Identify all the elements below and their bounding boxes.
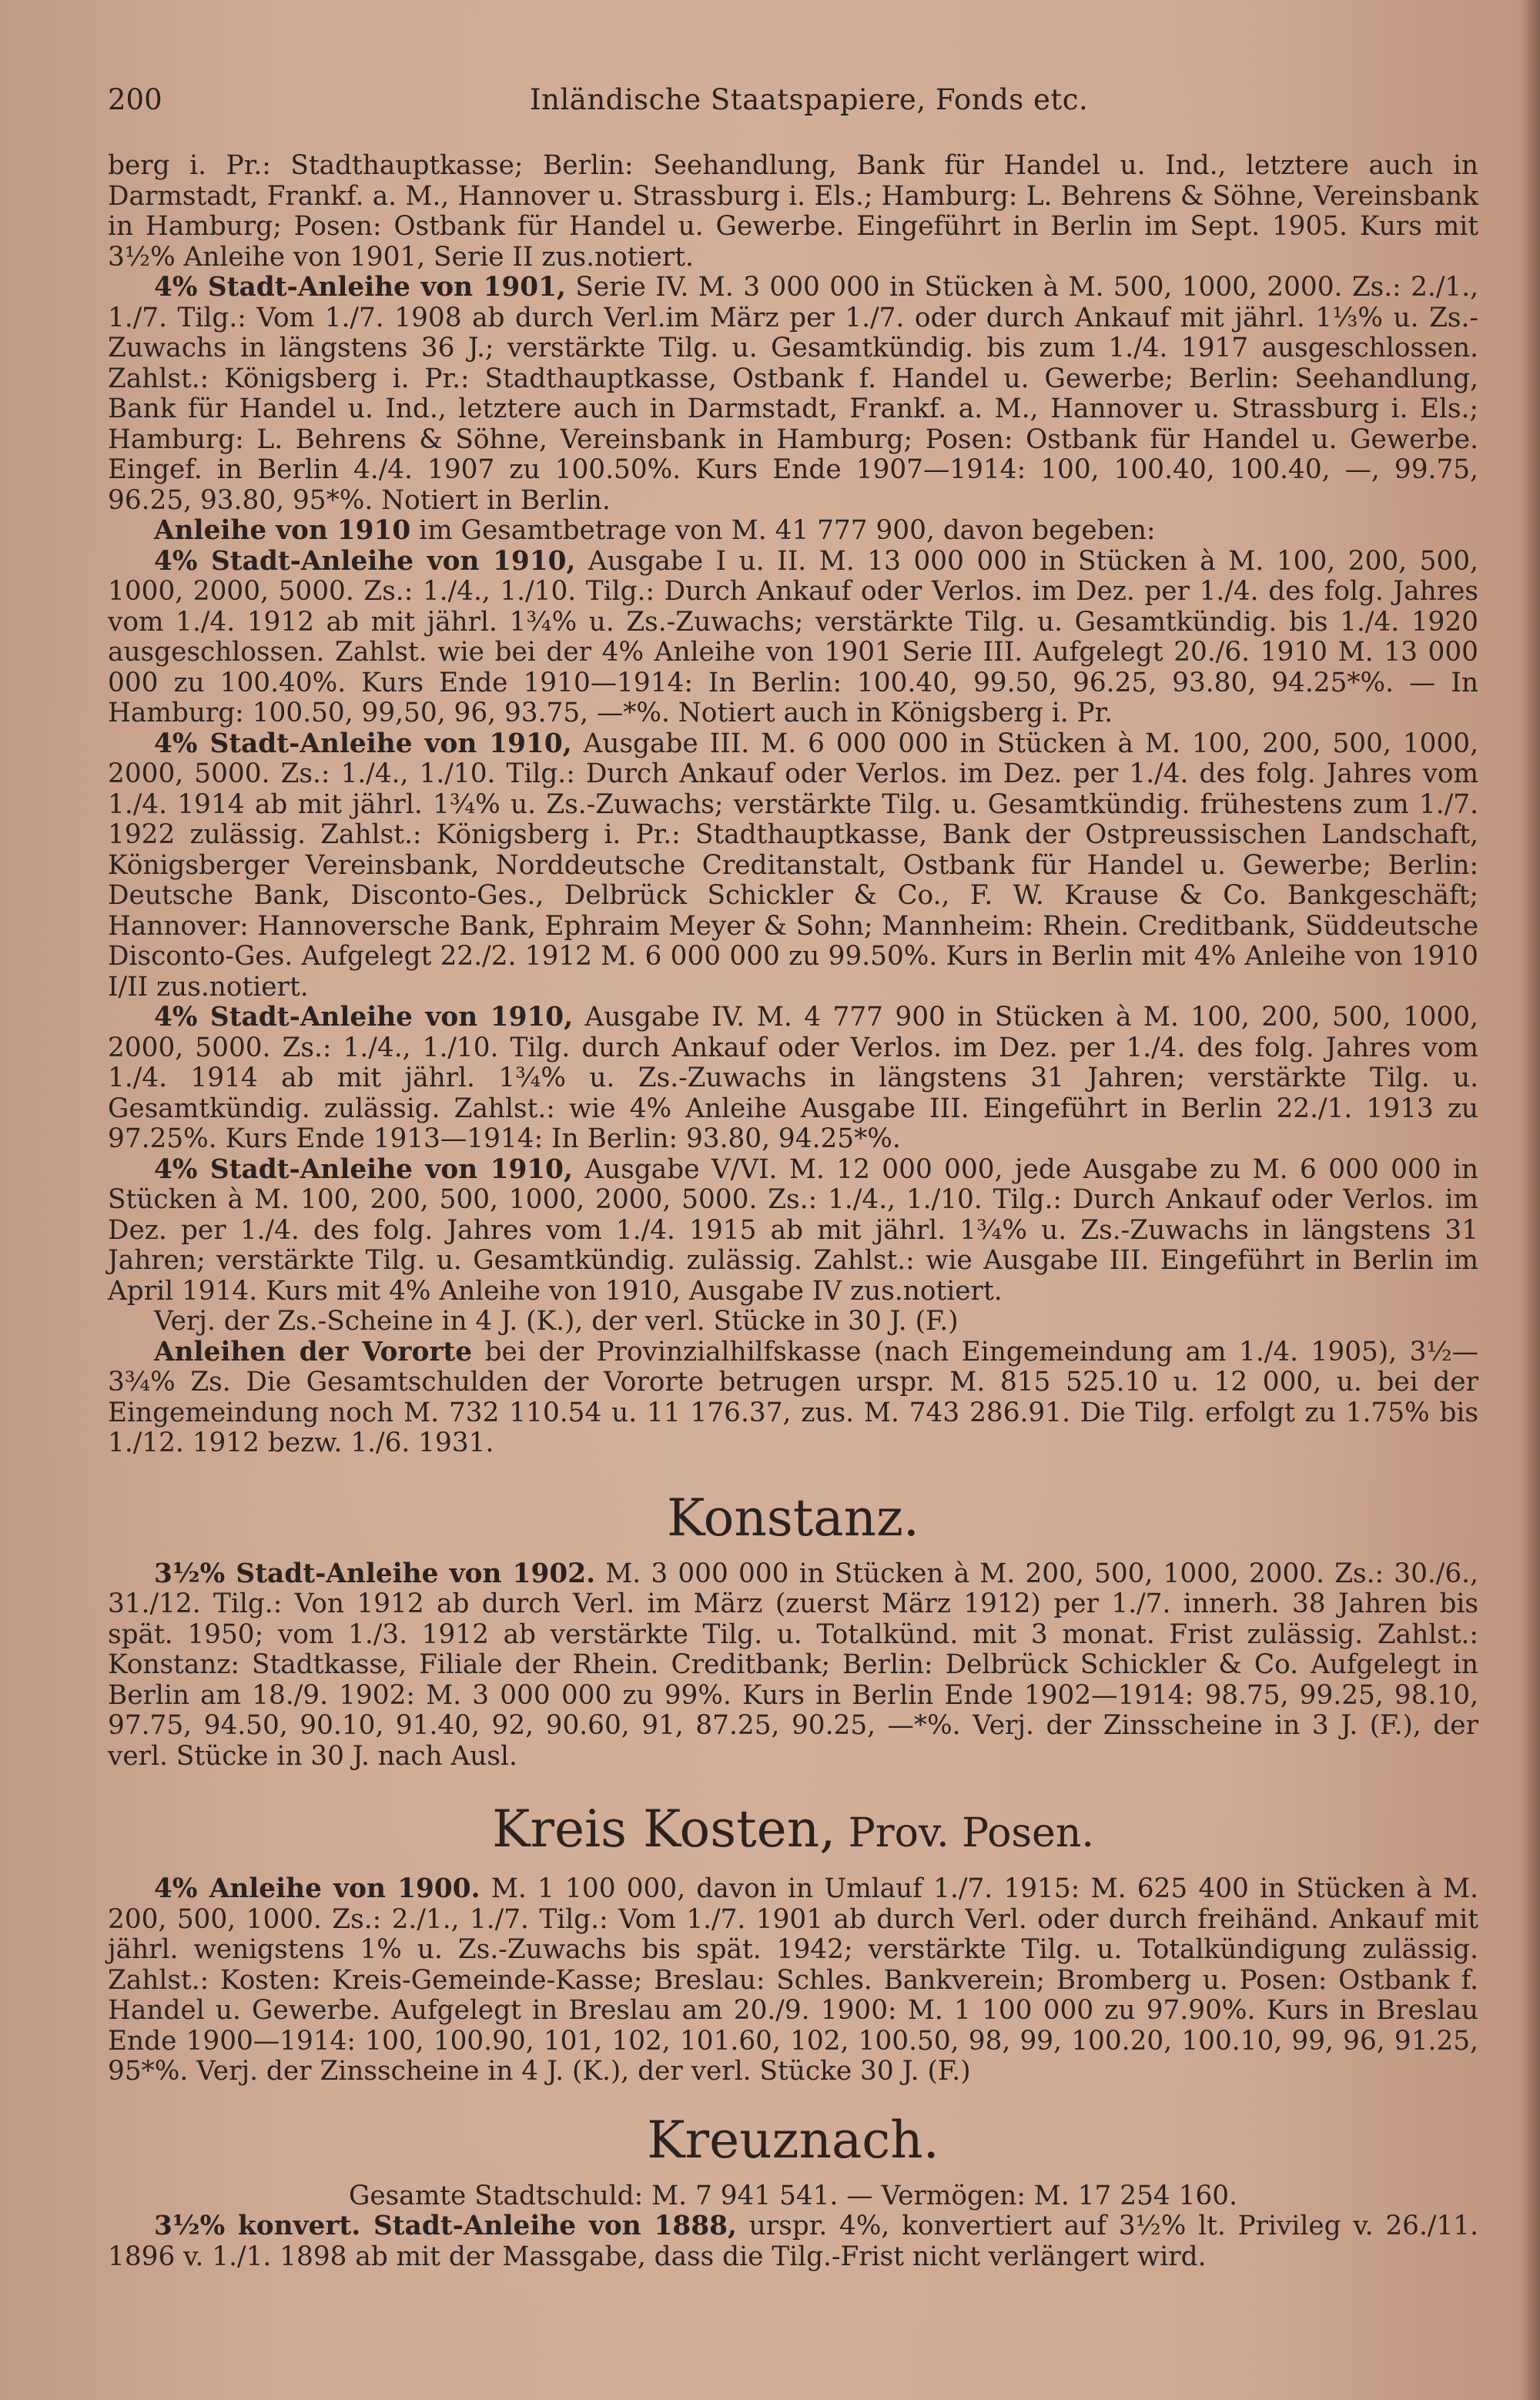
entry-text: Ausgabe III. M. 6 000 000 in Stücken à M. 100, 200, 500, 1000, 2000, 5000. Zs.: 1./4., 1./10. Tilg.: Durch Ankauf oder Verlos. im Dez. per 1./4. des folg. Jahres vom 1./4. 1914 ab mit jährl. 1¾% u. Zs.-Zuwachs; verstärkte Tilg. u. Gesamtkündig. frühestens zum 1./7. 1922 zulässig. Zahlst.: Königsberg i. Pr.: Stadthauptkasse, Bank der Ostpreussischen Landschaft, Königsberger Vereinsbank, Norddeutsche Creditanstalt, Ostbank für Handel u. Gewerbe; Berlin: Deutsche Bank, Disconto-Ges., Delbrück Schickler & Co., F. W. Krause & Co. Bankgeschäft; Hannover: Hannoversche Bank, Ephraim Meyer & Sohn; Mannheim: Rhein. Creditbank, Süddeutsche Disconto-Ges. Aufgelegt 22./2. 1912 M. 6 000 000 zu 99.50%. Kurs in Berlin mit 4% Anleihe von 1910 I/II zus.notiert. bbox=[108, 728, 1478, 1003]
entry-anleihen-vororte bbox=[108, 1337, 1478, 1459]
entry-text: im Gesamtbetrage von M. 41 777 900, davon begeben: bbox=[410, 515, 1156, 546]
entry-anleihe-1910-ausgabe-v-vi bbox=[108, 1155, 1478, 1307]
entry-anleihe-1910-ausgabe-iii bbox=[108, 729, 1478, 1003]
entry-anleihe-1910 bbox=[108, 516, 1478, 547]
page-body bbox=[108, 151, 1478, 2272]
entry-title: 4% Stadt-Anleihe von 1910, bbox=[154, 1153, 573, 1185]
entry-text: Ausgabe I u. II. M. 13 000 000 in Stücken à M. 100, 200, 500, 1000, 2000, 5000. Zs.: 1./4., 1./10. Tilg.: Durch Ankauf oder Verlos. im Dez. per 1./4. des folg. Jahres vom 1./4. 1912 ab mit jährl. 1¾% u. Zs.-Zuwachs; verstärkte Tilg. u. Gesamtkündig. bis 1./4. 1920 ausgeschlossen. Zahlst. wie bei der 4% Anleihe von 1901 Serie III. Aufgelegt 20./6. 1910 M. 13 000 000 zu 100.40%. Kurs Ende 1910—1914: In Berlin: 100.40, 99.50, 96.25, 93.80, 94.25*%. — In Hamburg: 100.50, 99,50, 96, 93.75, —*%. Notiert auch in Königsberg i. Pr. bbox=[108, 545, 1479, 728]
heading-konstanz: Konstanz. bbox=[667, 1488, 919, 1548]
entry-anleihe-1910-ausgabe-i-ii bbox=[108, 547, 1478, 729]
verjaehrung-note: Verj. der Zs.-Scheine in 4 J. (K.), der verl. Stücke in 30 J. (F.) bbox=[154, 1306, 959, 1337]
entry-konstanz-1902 bbox=[108, 1559, 1478, 1772]
heading-sub: Prov. Posen. bbox=[835, 1810, 1094, 1856]
entry-anleihe-1901-serie-iv bbox=[108, 273, 1478, 516]
entry-text: M. 3 000 000 in Stücken à M. 200, 500, 1000, 2000. Zs.: 30./6., 31./12. Tilg.: Von 1912 ab durch Verl. im März (zuerst März 1912) per 1./7. innerh. 38 Jahren bis spät. 1950; vom 1./3. 1912 ab verstärkte Tilg. u. Totalkünd. mit 3 monat. Frist zulässig. Zahlst.: Konstanz: Stadtkasse, Filiale der Rhein. Creditbank; Berlin: Delbrück Schickler & Co. Aufgelegt in Berlin am 18./9. 1902: M. 3 000 000 zu 99%. Kurs in Berlin Ende 1902—1914: 98.75, 99.25, 98.10, 97.75, 94.50, 90.10, 91.40, 92, 90.60, 91, 87.25, 90.25, —*%. Verj. der Zinsscheine in 3 J. (F.), der verl. Stücke in 30 J. nach Ausl. bbox=[108, 1558, 1478, 1772]
entry-anleihe-1910-ausgabe-iv bbox=[108, 1003, 1478, 1155]
entry-text: M. 1 100 000, davon in Umlauf 1./7. 1915: M. 625 400 in Stücken à M. 200, 500, 1000. Zs.: 2./1., 1./7. Tilg.: Vom 1./7. 1901 ab durch Verl. oder durch freihänd. Ankauf mit jährl. wenigstens 1% u. Zs.-Zuwachs bis spät. 1942; verstärkte Tilg. u. Totalkündigung zulässig. Zahlst.: Kosten: Kreis-Gemeinde-Kasse; Breslau: Schles. Bankverein; Bromberg u. Posen: Ostbank f. Handel u. Gewerbe. Aufgelegt in Breslau am 20./9. 1900: M. 1 100 000 zu 97.90%. Kurs in Breslau Ende 1900—1914: 100, 100.90, 101, 102, 101.60, 102, 100.50, 98, 99, 100.20, 100.10, 99, 96, 91.25, 95*%. Verj. der Zinsscheine in 4 J. (K.), der verl. Stücke 30 J. (F.) bbox=[108, 1873, 1478, 2087]
entry-text: Ausgabe IV. M. 4 777 900 in Stücken à M. 100, 200, 500, 1000, 2000, 5000. Zs.: 1./4., 1./10. Tilg. durch Ankauf oder Verlos. im Dez. per 1./4. des folg. Jahres vom 1./4. 1914 ab mit jährl. 1¾% u. Zs.-Zuwachs in längstens 31 Jahren; verstärkte Tilg. u. Gesamtkündig. zulässig. Zahlst.: wie 4% Anleihe Ausgabe III. Eingeführt in Berlin 22./1. 1913 zu 97.25%. Kurs Ende 1913—1914: In Berlin: 93.80, 94.25*%. bbox=[108, 1002, 1478, 1154]
entry-title: 4% Stadt-Anleihe von 1910, bbox=[154, 728, 572, 759]
entry-title: 3½% Stadt-Anleihe von 1902. bbox=[154, 1558, 596, 1589]
heading-kreuznach: Kreuznach. bbox=[647, 2110, 939, 2170]
heading-kreis-kosten bbox=[108, 1795, 1478, 1868]
page-header bbox=[108, 83, 1478, 129]
page-number: 200 bbox=[108, 83, 162, 116]
entry-title: 4% Stadt-Anleihe von 1901, bbox=[154, 272, 566, 303]
entry-title: 4% Stadt-Anleihe von 1910, bbox=[154, 545, 576, 577]
entry-kreuznach-1888 bbox=[108, 2211, 1478, 2272]
entry-title: Anleihe von 1910 bbox=[154, 515, 411, 546]
heading-main: Kreis Kosten, bbox=[492, 1799, 836, 1859]
entry-title: 4% Anleihe von 1900. bbox=[154, 1873, 480, 1904]
entry-text: Ausgabe V/VI. M. 12 000 000, jede Ausgabe zu M. 6 000 000 in Stücken à M. 100, 200, 500, 1000, 2000, 5000. Zs.: 1./4., 1./10. Tilg.: Durch Ankauf oder Verlos. im Dez. per 1./4. des folg. Jahres vom 1./4. 1915 ab mit jährl. 1¾% u. Zs.-Zuwachs in längstens 31 Jahren; verstärkte Tilg. u. Gesamtkündig. zulässig. Zahlst.: wie Ausgabe III. Eingeführt in Berlin im April 1914. Kurs mit 4% Anleihe von 1910, Ausgabe IV zus.notiert. bbox=[108, 1153, 1478, 1307]
entry-title: Anleihen der Vororte bbox=[154, 1336, 473, 1367]
entry-title: 3½% konvert. Stadt-Anleihe von 1888, bbox=[154, 2211, 737, 2241]
stadtschuld-summary: Gesamte Stadtschuld: M. 7 941 541. — Vermögen: M. 17 254 160. bbox=[348, 2180, 1238, 2211]
entry-text: Serie IV. M. 3 000 000 in Stücken à M. 500, 1000, 2000. Zs.: 2./1., 1./7. Tilg.: Vom 1./7. 1908 ab durch Verl.im März per 1./7. oder durch Ankauf mit jährl. 1⅓% u. Zs.-Zuwachs in längstens 36 J.; verstärkte Tilg. u. Gesamtkündig. bis zum 1./4. 1917 ausgeschlossen. Zahlst.: Königsberg i. Pr.: Stadthauptkasse, Ostbank f. Handel u. Gewerbe; Berlin: Seehandlung, Bank für Handel u. Ind., letztere auch in Darmstadt, Frankf. a. M., Hannover u. Strassburg i. Els.; Hamburg: L. Behrens & Söhne, Vereinsbank in Hamburg; Posen: Ostbank für Handel u. Gewerbe. Eingef. in Berlin 4./4. 1907 zu 100.50%. Kurs Ende 1907—1914: 100, 100.40, 100.40, —, 99.75, 96.25, 93.80, 95*%. Notiert in Berlin. bbox=[108, 272, 1479, 516]
paragraph-continuation: berg i. Pr.: Stadthauptkasse; Berlin: Seehandlung, Bank für Handel u. Ind., letztere auch in Darmstadt, Frankf. a. M., Hannover u. Strassburg i. Els.; Hamburg: L. Behrens & Söhne, Vereinsbank in Hamburg; Posen: Ostbank für Handel u. Gewerbe. Eingeführt in Berlin im Sept. 1905. Kurs mit 3½% Anleihe von 1901, Serie II zus.notiert. bbox=[108, 150, 1478, 273]
running-head: Inländische Staatspapiere, Fonds etc. bbox=[530, 83, 1089, 116]
entry-title: 4% Stadt-Anleihe von 1910, bbox=[154, 1002, 574, 1033]
page-edge-shadow bbox=[1520, 0, 1540, 2400]
entry-text: urspr. 4%, konvertiert auf 3½% lt. Privileg v. 26./11. 1896 v. 1./1. 1898 ab mit der Massgabe, dass die Tilg.-Frist nicht verlängert wird. bbox=[108, 2211, 1478, 2272]
entry-kosten-1900 bbox=[108, 1874, 1478, 2087]
entry-text: bei der Provinzialhilfskasse (nach Eingemeindung am 1./4. 1905), 3½—3¾% Zs. Die Gesamtschulden der Vororte betrugen urspr. M. 815 525.10 u. 12 000, u. bei der Eingemeindung noch M. 732 110.54 u. 11 176.37, zus. M. 743 286.91. Die Tilg. erfolgt zu 1.75% bis 1./12. 1912 bezw. 1./6. 1931. bbox=[108, 1336, 1478, 1458]
